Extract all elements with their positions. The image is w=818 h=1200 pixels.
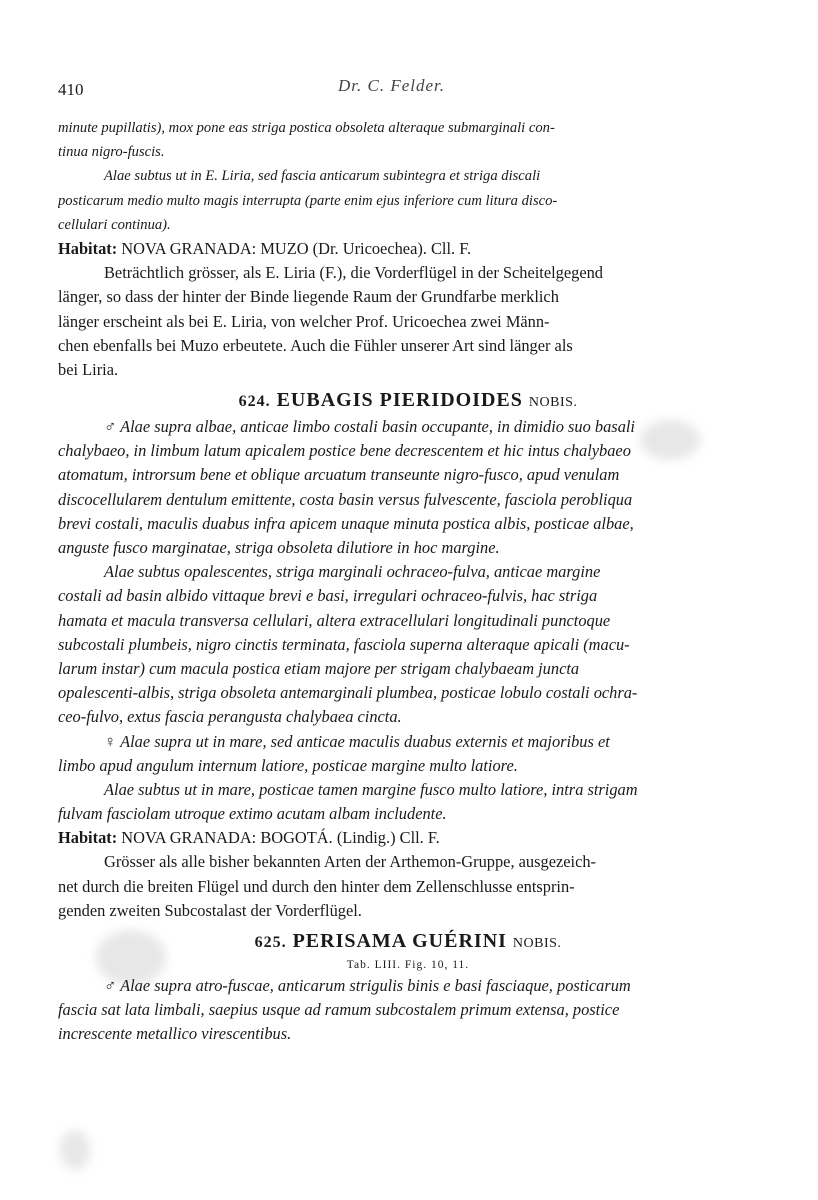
text-line: net durch die breiten Flügel und durch den hinter dem Zellenschlusse entsprin- [58,876,575,896]
text-line: fascia sat lata limbali, saepius usque ad ramum subcostalem primum extensa, postice [58,1000,620,1020]
text-line: brevi costali, maculis duabus infra apicem unaque minuta postica albis, posticae albae, [58,513,634,533]
text-line: atomatum, introrsum bene et oblique arcuatum transeunte nigro-fusco, apud venulam [58,465,620,485]
species-number: 625. [254,934,287,951]
text-line: opalescenti-albis, striga obsoleta antemarginali plumbea, posticae lobulo costali ochra- [58,683,638,703]
habitat-label: Habitat: [58,238,118,258]
text-line: discocellularem dentulum emittente, costa basin versus fulvescente, fasciola perobliqua [58,489,633,509]
body-text [58,116,758,1047]
text-line: ♀ Alae supra ut in mare, sed anticae maculis duabus externis et majoribus et [104,731,610,751]
text-line: Alae subtus ut in mare, posticae tamen margine fusco multo latiore, intra strigam [104,779,638,799]
text-line: ♂ Alae supra atro-fuscae, anticarum strigulis binis e basi fasciaque, posticarum [104,976,631,995]
species-name: PERISAMA GUÉRINI [292,930,507,952]
text-line: Alae subtus opalescentes, striga marginali ochraceo-fulva, anticae margine [104,562,601,582]
habitat-label: Habitat: [58,828,118,848]
habitat-line [58,237,758,261]
text-line: ceo-fulvo, extus fascia perangusta chalybaea cincta. [58,707,402,727]
species-heading [58,385,758,415]
text-line: chen ebenfalls bei Muzo erbeutete. Auch die Fühler unserer Art sind länger als [58,335,573,355]
text-line: tinua nigro-fuscis. [58,144,165,161]
habitat-line [58,826,758,850]
text-line: posticarum medio multo magis interrupta (parte enim ejus inferiore cum litura disco- [58,192,558,209]
text-line: Grösser als alle bisher bekannten Arten der Arthemon-Gruppe, ausgezeich- [104,852,596,872]
plate-reference: Tab. LIII. Fig. 10, 11. [346,959,470,971]
species-heading [58,926,758,956]
habitat-value: NOVA GRANADA: MUZO (Dr. Uricoechea). Cll. F. [121,238,472,258]
text-line: subcostali plumbeis, nigro cinctis terminata, fasciola superna alteraque apicali (macu- [58,634,630,654]
text-line: anguste fusco marginatae, striga obsoleta dilutiore in hoc margine. [58,538,500,557]
text-line: chalybaeo, in limbum latum apicalem postice bene decrescentem et hic intus chalybaeo [58,441,631,461]
text-line: ♂ Alae supra albae, anticae limbo costali basin occupante, in dimidio suo basali [104,417,635,437]
text-line: larum instar) cum macula postica etiam majore per strigam chalybaeam juncta [58,658,580,678]
text-line: limbo apud angulum internum latiore, posticae margine multo latiore. [58,755,518,775]
text-line: länger, so dass der hinter der Binde liegende Raum der Grundfarbe merklich [58,287,559,307]
species-author: NOBIS. [512,936,562,951]
species-number: 624. [238,393,271,411]
text-line: fulvam fasciolam utroque extimo acutam albam includente. [58,804,447,824]
text-line: genden zweiten Subcostalast der Vorderflügel. [58,900,362,920]
text-line: bei Liria. [58,359,119,379]
text-line: hamata et macula transversa cellulari, altera extracellulari longitudinali punctoque [58,610,611,630]
page-number: 410 [58,80,84,99]
species-author: NOBIS. [528,395,578,411]
page-header [58,76,758,102]
text-line: cellulari continua). [58,216,171,233]
ink-smudge [60,1130,90,1170]
species-name: EUBAGIS PIERIDOIDES [276,389,523,412]
habitat-value: NOVA GRANADA: BOGOTÁ. (Lindig.) Cll. F. [121,828,440,848]
running-head: Dr. C. Felder. [338,76,446,95]
text-line: Alae subtus ut in E. Liria, sed fascia anticarum subintegra et striga discali [104,168,541,185]
text-line: länger erscheint als bei E. Liria, von welcher Prof. Uricoechea zwei Männ- [58,311,550,331]
text-line: minute pupillatis), mox pone eas striga postica obsoleta alteraque submarginali con- [58,120,555,136]
text-line: increscente metallico virescentibus. [58,1024,292,1044]
text-line: Beträchtlich grösser, als E. Liria (F.), die Vorderflügel in der Scheitelgegend [104,263,604,283]
text-line: costali ad basin albido vittaque brevi e basi, irregulari ochraceo-fulvis, hac striga [58,586,598,606]
